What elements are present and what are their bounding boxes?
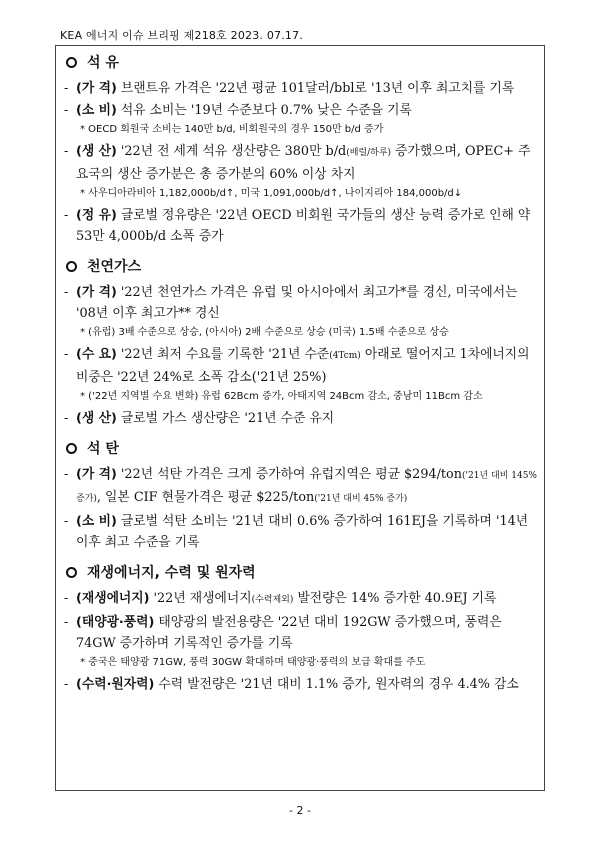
- oil-production-note: * 사우디아라비아 1,182,000b/d↑, 미국 1,091,000b/d↑, 나이지리아 184,000b/d↓: [80, 188, 463, 199]
- gas-price-note: * (유럽) 3배 수준으로 상승, (아시아) 2배 수준으로 상승 (미국) 1.5배 수준으로 상승: [80, 327, 449, 338]
- section-heading-renewable: 재생에너지, 수력 및 원자력: [62, 562, 540, 582]
- gas-demand-note: * ('22년 지역별 수요 변화) 유럽 62Bcm 증가, 아태지역 24Bcm 감소, 중남미 11Bcm 감소: [80, 391, 483, 402]
- hydro-nuclear-item: - (수력·원자력) 수력 발전량은 '21년 대비 1.1% 증가, 원자력의 경우 4.4% 감소: [64, 677, 519, 692]
- oil-consumption-note: * OECD 회원국 소비는 140만 b/d, 비회원국의 경우 150만 b/d 증가: [80, 124, 384, 135]
- section-heading-gas: 천연가스: [62, 256, 540, 276]
- oil-production-item: - (생 산) '22년 전 세계 석유 생산량은 380만 b/d(배럴/하루) 증가했으며, OPEC+ 주요국의 생산 증가분은 총 증가분의 60% 이상 차지: [64, 144, 531, 182]
- circle-bullet-icon: [66, 443, 77, 454]
- section-heading-coal: 석 탄: [62, 438, 540, 458]
- gas-production-item: - (생 산) 글로벌 가스 생산량은 '21년 수준 유지: [64, 411, 335, 426]
- solar-wind-note: * 중국은 태양광 71GW, 풍력 30GW 확대하며 태양광·풍력의 보급 확대를 주도: [80, 657, 426, 668]
- gas-demand-item: - (수 요) '22년 최저 수요를 기록한 '21년 수준(4Tcm) 아래로 떨어지고 1차에너지의 비중은 '22년 24%로 소폭 감소('21년 25%): [64, 347, 530, 385]
- renewable-generation-item: - (재생에너지) '22년 재생에너지(수력제외) 발전량은 14% 증가한 40.9EJ 기록: [64, 591, 497, 606]
- section-heading-oil: 석 유: [62, 52, 540, 72]
- oil-refining-item: - (정 유) 글로벌 정유량은 '22년 OECD 비회원 국가들의 생산 능력 증가로 인해 약 53만 4,000b/d 소폭 증가: [64, 208, 531, 244]
- gas-price-item: - (가 격) '22년 천연가스 가격은 유럽 및 아시아에서 최고가*를 경신, 미국에서는 '08년 이후 최고가** 경신: [64, 285, 518, 321]
- circle-bullet-icon: [66, 567, 77, 578]
- coal-consumption-item: - (소 비) 글로벌 석탄 소비는 '21년 대비 0.6% 증가하여 161EJ을 기록하며 '14년 이후 최고 수준을 기록: [64, 514, 529, 550]
- circle-bullet-icon: [66, 261, 77, 272]
- circle-bullet-icon: [66, 57, 77, 68]
- briefing-content: [62, 52, 540, 696]
- oil-consumption-item: - (소 비) 석유 소비는 '19년 수준보다 0.7% 낮은 수준을 기록: [64, 103, 412, 118]
- oil-price-item: - (가 격) 브랜트유 가격은 '22년 평균 101달러/bbl로 '13년 이후 최고치를 기록: [64, 81, 515, 96]
- document-header: KEA 에너지 이슈 브리핑 제218호 2023. 07.17.: [60, 29, 304, 42]
- page-number: - 2 -: [289, 804, 311, 817]
- coal-price-item: - (가 격) '22년 석탄 가격은 크게 증가하여 유럽지역은 평균 $294/ton('21년 대비 145% 증가), 일본 CIF 현물가격은 평균 $225/ton('21년 대비 45% 증가): [64, 467, 537, 505]
- solar-wind-item: - (태양광·풍력) 태양광의 발전용량은 '22년 대비 192GW 증가했으며, 풍력은 74GW 증가하며 기록적인 증가를 기록: [64, 615, 502, 651]
